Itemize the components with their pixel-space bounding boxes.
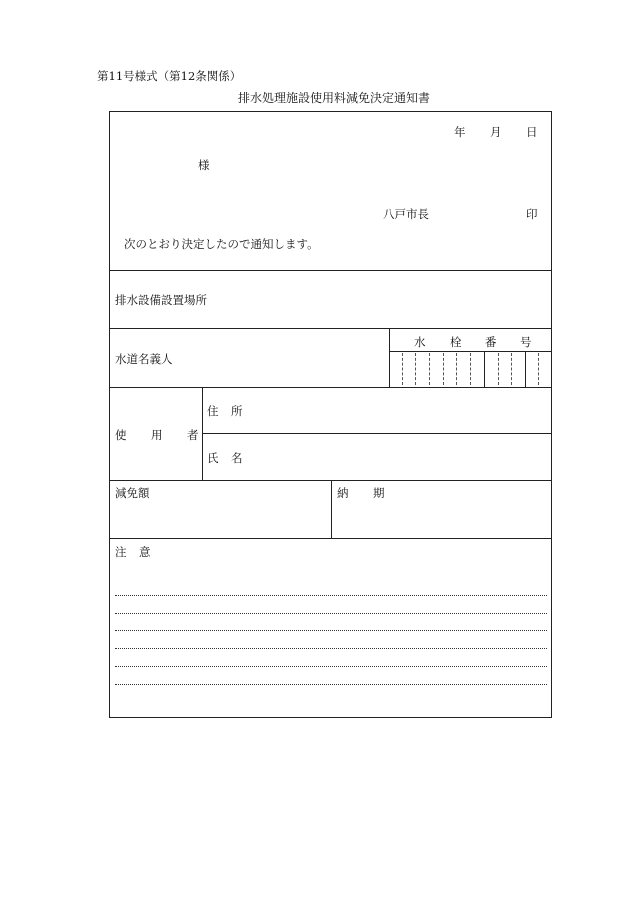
decision-statement: 次のとおり決定したので通知します。 (124, 237, 319, 251)
user-label-divider (202, 387, 203, 480)
name-char-2: 名 (231, 451, 243, 465)
payment-period-char-1: 納 (337, 486, 349, 500)
hydrant-digit-divider (511, 353, 512, 385)
divider-location (110, 328, 551, 329)
address-char-1: 住 (207, 404, 219, 418)
hydrant-char-1: 水 (414, 335, 426, 349)
payment-period-char-2: 期 (373, 486, 385, 500)
hydrant-box-left (389, 328, 390, 387)
hydrant-char-4: 号 (520, 335, 532, 349)
hydrant-digit-divider (415, 353, 416, 385)
seal-mark: 印 (526, 207, 538, 221)
hydrant-char-2: 栓 (450, 335, 462, 349)
divider-amount (110, 538, 551, 539)
hydrant-char-3: 番 (485, 335, 497, 349)
notes-line (115, 666, 547, 667)
drainage-location-label: 排水設備設置場所 (115, 293, 207, 307)
water-account-holder-label: 水道名義人 (115, 352, 173, 366)
divider-holder (110, 387, 551, 388)
recipient-honorific: 様 (198, 158, 210, 172)
divider-user-mid (202, 433, 551, 434)
notes-char-1: 注 (115, 545, 127, 559)
notes-char-2: 意 (139, 545, 151, 559)
hydrant-group-divider (484, 351, 485, 387)
hydrant-digit-divider (470, 353, 471, 385)
name-char-1: 氏 (207, 451, 219, 465)
reduction-amount-label: 減免額 (115, 486, 150, 500)
hydrant-group-divider (525, 351, 526, 387)
hydrant-digit-divider (498, 353, 499, 385)
notes-line (115, 595, 547, 596)
hydrant-digit-divider (443, 353, 444, 385)
form-number: 第11号様式（第12条関係） (97, 69, 242, 83)
hydrant-digit-divider (429, 353, 430, 385)
mayor-title: 八戸市長 (383, 207, 429, 221)
user-char-2: 用 (151, 428, 163, 442)
notes-line (115, 630, 547, 631)
date-day-label: 日 (526, 125, 538, 139)
hydrant-digit-divider (402, 353, 403, 385)
user-char-1: 使 (115, 428, 127, 442)
amount-period-divider (331, 480, 332, 538)
notes-line (115, 684, 547, 685)
notice-form (109, 111, 552, 718)
notes-line (115, 613, 547, 614)
hydrant-digit-divider (456, 353, 457, 385)
address-char-2: 所 (231, 404, 243, 418)
hydrant-header-line (389, 351, 551, 352)
notes-line (115, 648, 547, 649)
divider-header (110, 270, 551, 271)
hydrant-digit-divider (538, 353, 539, 385)
user-char-3: 者 (187, 428, 199, 442)
document-title: 排水処理施設使用料減免決定通知書 (238, 91, 431, 105)
date-month-label: 月 (490, 125, 502, 139)
date-year-label: 年 (454, 125, 466, 139)
